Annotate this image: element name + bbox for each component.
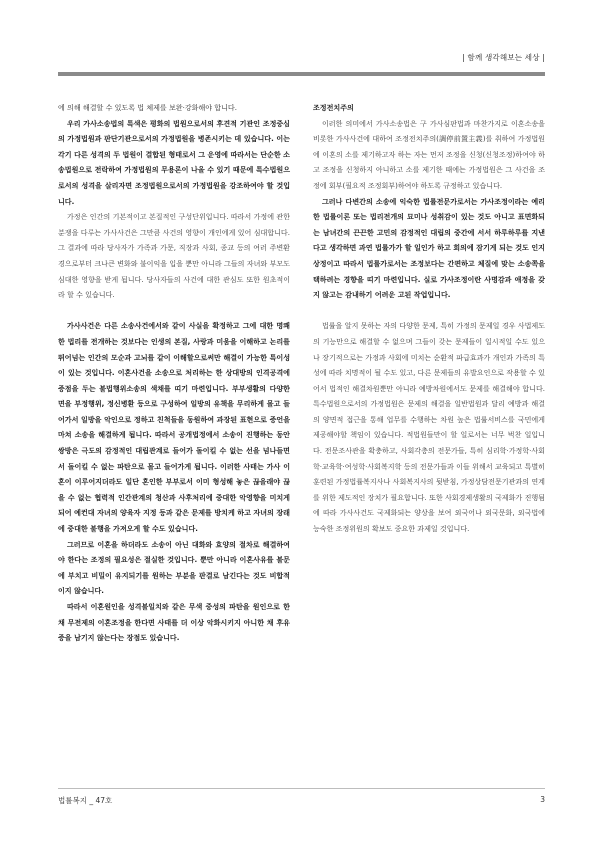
publication-footer: 법률복지 _ 47호: [58, 796, 113, 805]
left-paragraph-4: 가사사건은 다른 소송사건에서와 같이 사실을 확정하고 그에 대한 명쾌한 법리를 전개하는 것보다는 인생의 본질, 사랑과 미움을 이해하고 논리를 뛰어넘는 인간의 모순과 고뇌를 같이 이해할으로써만 해결이 가능한 특이성이 있는 것입니다. 이혼사건을 소송으로 처리하는 한 상대방의 인격공격에 증점을 두는 불법행위소송의 색채를 띠기 마련입니다. 부부생활의 다양한 면을 부정행위, 정신병환 등으로 구성하여 일방의 유책을 무리하게 몰고 들어가서 일방을 악인으로 정하고 친척들을 동원하여 과장된 표현으로 증언을 마쳐 소송을 해결하게 됩니다. 따라서 공개법정에서 소송이 진행하는 동안 쌍방은 극도의 감정적인 대립관계로 들어가 돌이킬 수 없는 선을 넘나들면서 돌이킬 수 없는 파탄으로 몰고 들어가게 됩니다. 이러한 사태는 가사 이혼이 이루어지더라도 일단 혼인한 부부로서 이미 형성해 놓은 끊을래야 끊을 수 없는 협력적 인간관계의 청산과 사후처리에 중대한 악영향을 미치게 되어 예컨대 자녀의 양육자 지정 등과 같은 문제를 방치케 하고 자녀의 장래에 중대한 불행을 가져오게 할 수도 있습니다.: [58, 321, 290, 534]
footer-rule: [58, 788, 545, 789]
left-paragraph-6: 따라서 이혼원인을 성격불일치와 같은 무색 중성의 파탄을 원인으로 한 채 무전제의 이혼조정을 한다면 사태를 더 이상 악화시키지 아니한 채 후유증을 남기지 않는다는 장점도 있습니다.: [58, 602, 290, 643]
right-paragraph-3: 법률을 알지 못하는 자의 다양한 문제, 특히 가정의 문제일 경우 사법제도의 기능만으로 해결할 수 없으며 그들이 갖는 문제들이 일시적일 수도 있으나 장기적으로는 가정과 사회에 미치는 순환적 파급효과가 개인과 가족의 특성에 따라 치명적이 될 수도 있고, 다른 문제들의 유발요인으로 작용할 수 있어서 법적인 해결차원뿐만 아니라 예방차원에서도 문제를 해결해야 합니다. 특수법원으로서의 가정법원은 문제의 해결을 일반법원과 달리 예방과 해결의 양면적 접근을 통해 업무를 수행하는 차원 높은 법률서비스를 국민에게 제공해야할 책임이 있습니다. 적법원들만이 할 일로서는 너무 벅찬 일입니다. 전문조사관을 확충하고, 사회각층의 전문가들, 특히 심리학·가정학·사회학·교육학·여성학·사회복지학 등의 전문가들과 이들 위해서 교육되고 특별히 훈련된 가정법률복지사나 사회복지사의 뒷받침, 가정상담전문기관과의 연계를 위한 제도적인 장치가 필요합니다. 또한 사회경제생활의 국제화가 진행됨에 따라 가사사건도 국제화되는 양상을 보여 외국어나 외국문화, 외국법에 능숙한 조정위원의 확보도 중요한 과제일 것입니다.: [313, 321, 545, 534]
header-rule: [58, 72, 545, 76]
left-paragraph-5: 그러므로 이혼을 하더라도 소송이 아닌 대화와 효양의 절차로 해결하여야 한다는 조정의 필요성은 절실한 것입니다. 뿐만 아니라 이혼사유를 불문에 부치고 비밀이 유지되기를 원하는 부분을 판결로 남긴다는 것도 비합적이지 않습니다.: [58, 539, 290, 596]
page-number: 3: [540, 795, 545, 804]
section-header-tag: | 함께 생각해보는 세상 |: [462, 53, 545, 62]
section-title: 조정전치주의: [313, 103, 354, 112]
right-paragraph-2: 그러나 다변간의 소송에 익숙한 법률전문가로서는 가사조정이라는 예리한 법률이론 또는 법리전개의 묘미나 성취감이 있는 것도 아니고 표면화되는 남녀간의 끈끈한 고민의 감정적인 대립의 중간에 서서 하루하루를 지낸다고 생각하면 과연 법률가가 할 일인가 하고 회의에 잠기게 되는 것도 인지상정이고 따라서 법률가로서는 조정보다는 간편하고 체질에 맞는 소송쪽을 택하려는 경향을 띠기 마련입니다. 실로 가사조정이란 사명감과 애정을 갖지 않고는 감내하기 어려운 고된 작업입니다.: [313, 196, 545, 300]
left-paragraph-3: 가정은 인간의 기본적이고 본질적인 구성단위입니다. 따라서 가정에 관한 분쟁을 다루는 가사사건은 그만큼 사건의 영향이 개인에게 있어 심대합니다. 그 결과에 따라 당사자가 가족과 가문, 직장과 사회, 종교 등의 여러 주변환경으로부터 크나큰 변화와 불이익을 입을 뿐만 아니라 그들의 자녀와 부모도 심대한 영향을 받게 됩니다. 당사자들의 사건에 대한 관심도 또한 원초적이라 할 수 있습니다.: [58, 212, 290, 300]
left-column: [58, 100, 290, 646]
left-paragraph-1: 에 의해 해결할 수 있도록 법 체제를 보완·강화해야 합니다.: [58, 103, 237, 112]
right-paragraph-1: 이러한 의미에서 가사소송법은 구 가사심판법과 마찬가지로 이혼소송을 비롯한 가사사건에 대하여 조정전치주의(調停前置主義)를 취하여 가정법원에 이혼의 소를 제기하고자 하는 자는 먼저 조정을 신청(신청조정)하여야 하고 조정을 신청하지 아니하고 소를 제기한 때에는 가정법원은 그 사건을 조정에 회부(필요적 조정회부)하여야 하도록 규정하고 있습니다.: [313, 118, 545, 190]
right-column: [313, 100, 545, 537]
left-paragraph-2: 우리 가사소송법의 특색은 평화의 법원으로서의 후견적 기관인 조정중심의 가정법원과 판단기관으로서의 가정법원을 병존시키는 데 있습니다. 이는 각기 다른 성격의 두 법원이 결합된 형태로서 그 운영에 따라서는 단순한 소송법원으로 전락하여 가정법원의 무용론이 나올 수 있기 때문에 특수법원으로서의 성격을 살리자면 조정법원으로서의 가정법원을 강조하여야 할 것입니다.: [58, 118, 290, 206]
